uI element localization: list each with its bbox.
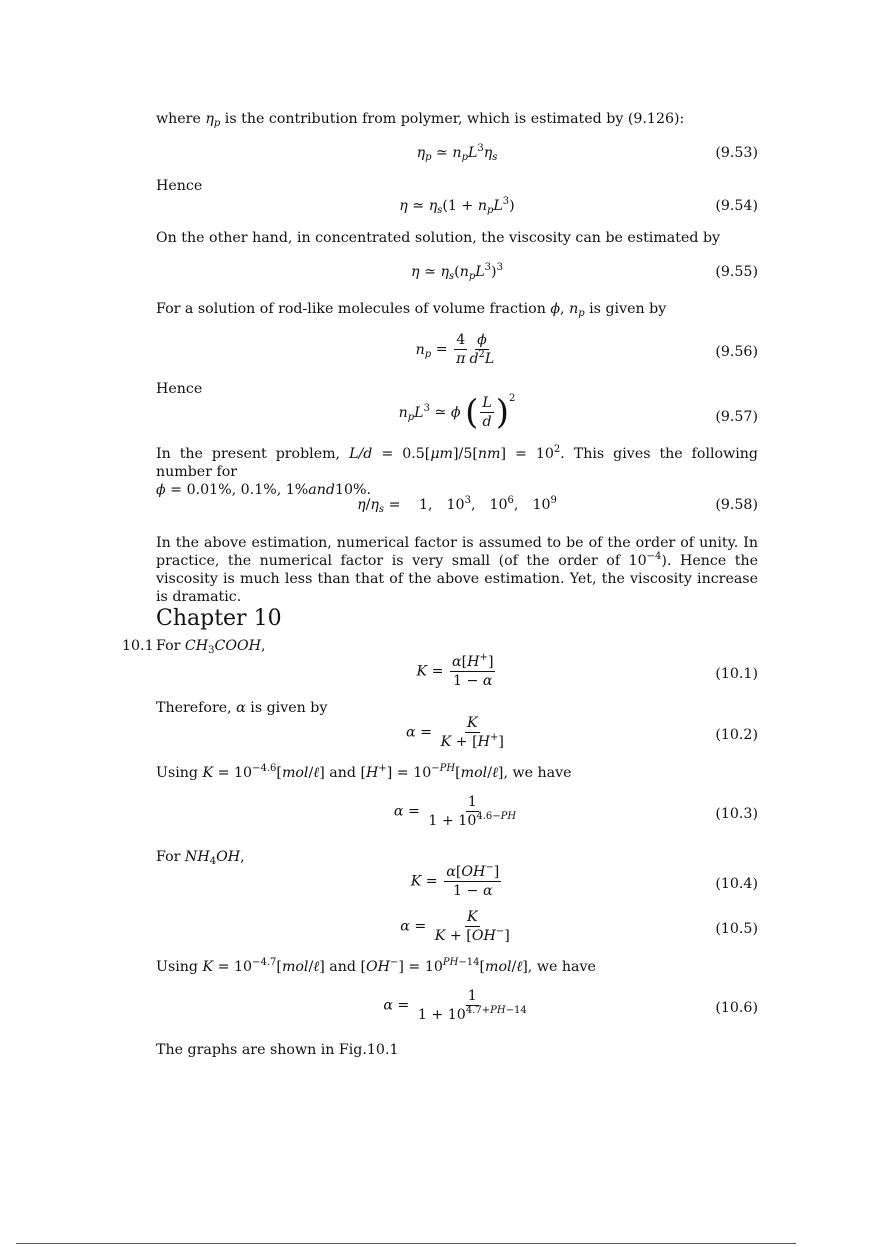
equation-10-6: α = $\frac{1}{1 + 10^{4.7+PH-14}}$ (10.6) — [383, 988, 758, 1023]
equation-9-57: $n_pL^3$ ≃ ϕ ( $\frac{L}{d}$ )$^2$ (9.57) — [398, 392, 758, 433]
paragraph-hence-2: Hence — [156, 381, 203, 397]
equation-10-2: α = $\frac{K}{K + [H^+]}$ (10.2) — [406, 715, 758, 750]
equation-number: (9.54) — [715, 198, 758, 214]
paragraph-for-acetic-acid: For $CH_3COOH$, — [156, 638, 266, 656]
paragraph-using-acetic: Using $K = 10^{-4.6}[mol/\ell]$ and $[H^+] = 10^{-PH}[mol/\ell]$, we have — [156, 763, 572, 781]
equation-number: (10.5) — [715, 921, 758, 937]
paragraph-therefore: Therefore, α is given by — [156, 700, 328, 716]
equation-number: (10.1) — [715, 666, 758, 682]
paragraph-present-problem: In the present problem, $L/d = 0.5[\mu m]/5[nm] = 10^2$. This gives the following number for ϕ = 0.01%, 0.1%, 1%and10%. — [156, 444, 758, 498]
equation-10-4: K = $\frac{\alpha[OH^-]}{1 - \alpha}$ (10.4) — [410, 862, 758, 899]
paragraph-estimation: In the above estimation, numerical factor is assumed to be of the order of unity. In practice, the numerical factor is very small (of the order of $10^{-4}$). Hence the viscosity is much less than that of the above estimation. Yet, the viscosity increase is dramatic. — [156, 535, 758, 605]
paragraph-for-ammonia: For $NH_4OH$, — [156, 849, 245, 867]
section-number: 10.1 — [122, 638, 154, 654]
equation-10-1: K = $\frac{\alpha[H^+]}{1 - \alpha}$ (10.1) — [416, 652, 758, 689]
equation-9-56: $n_p$ = $\frac{4}{\pi}$ $\frac{\phi}{d^2L}$ (9.56) — [415, 332, 758, 367]
paragraph-intro: where $\eta_p$ is the contribution from polymer, which is estimated by (9.126): — [156, 111, 685, 129]
footer-rule — [16, 1243, 796, 1244]
equation-number: (9.58) — [715, 497, 758, 513]
chapter-title: Chapter 10 — [156, 606, 282, 631]
equation-10-3: α = $\frac{1}{1 + 10^{4.6-PH}}$ (10.3) — [393, 794, 758, 829]
paragraph-concentrated: On the other hand, in concentrated solution, the viscosity can be estimated by — [156, 230, 721, 246]
equation-number: (9.55) — [715, 264, 758, 280]
paragraph-rodlike: For a solution of rod-like molecules of volume fraction ϕ, $n_p$ is given by — [156, 301, 667, 319]
equation-number: (9.53) — [715, 145, 758, 161]
equation-number: (10.6) — [715, 1000, 758, 1016]
equation-number: (9.56) — [715, 344, 758, 360]
equation-number: (10.3) — [715, 806, 758, 822]
equation-number: (10.2) — [715, 727, 758, 743]
paragraph-graphs: The graphs are shown in Fig.10.1 — [156, 1042, 399, 1058]
paragraph-hence-1: Hence — [156, 178, 203, 194]
equation-10-5: α = $\frac{K}{K + [OH^-]}$ (10.5) — [400, 909, 758, 944]
paragraph-using-ammonia: Using $K = 10^{-4.7}[mol/\ell]$ and $[OH^-] = 10^{PH-14}[mol/\ell]$, we have — [156, 957, 596, 975]
equation-number: (9.57) — [715, 409, 758, 425]
equation-number: (10.4) — [715, 876, 758, 892]
